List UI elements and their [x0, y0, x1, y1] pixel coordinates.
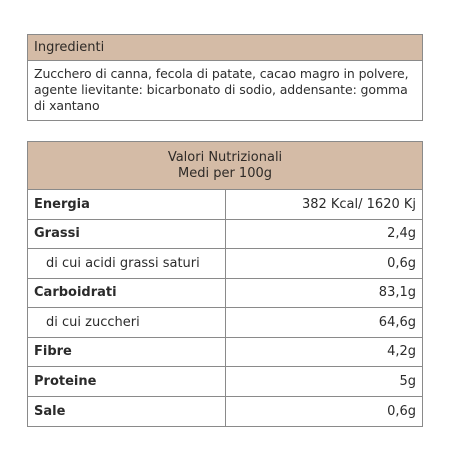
- table-row-fibre: [28, 338, 422, 368]
- nutrition-table: [27, 141, 423, 427]
- ingredients-title: Ingredienti: [28, 35, 422, 61]
- row-label: Proteine: [28, 367, 226, 396]
- row-value: 4,2g: [387, 344, 416, 360]
- row-value: 0,6g: [387, 255, 416, 271]
- row-value: 64,6g: [378, 314, 416, 330]
- row-value: 83,1g: [378, 285, 416, 301]
- table-row-carboidrati: [28, 279, 422, 309]
- ingredients-box: [27, 34, 423, 121]
- table-row-grassi-saturi: [28, 249, 422, 279]
- row-label: di cui zuccheri: [28, 308, 226, 337]
- nutrition-title: Valori Nutrizionali: [167, 150, 283, 165]
- table-row-sale: [28, 397, 422, 427]
- row-label: Carboidrati: [28, 279, 226, 308]
- row-label: di cui acidi grassi saturi: [28, 249, 226, 278]
- row-label: Grassi: [28, 220, 226, 249]
- ingredients-text: Zucchero di canna, fecola di patate, cacao magro in polvere, agente lievitante: bicarbonato di sodio, addensante: gomma di xantano: [34, 66, 409, 113]
- row-label: Fibre: [28, 338, 226, 367]
- row-value: 2,4g: [387, 226, 416, 242]
- row-value: 382 Kcal/ 1620 Kj: [301, 196, 416, 212]
- row-value: 0,6g: [387, 403, 416, 419]
- row-value: 5g: [399, 373, 416, 389]
- table-row-proteine: [28, 367, 422, 397]
- nutrition-subtitle: Medi per 100g: [177, 166, 272, 181]
- row-label: Sale: [28, 397, 226, 427]
- nutrition-header: [28, 142, 422, 190]
- table-row-grassi: [28, 220, 422, 250]
- table-row-energia: [28, 190, 422, 220]
- row-label: Energia: [28, 190, 226, 219]
- table-row-zuccheri: [28, 308, 422, 338]
